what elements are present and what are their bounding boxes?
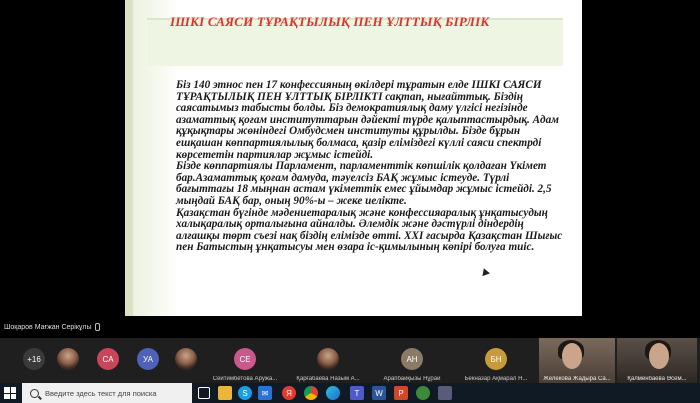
more-participants-badge: +16 [23, 348, 45, 370]
participant-name: Қарғабаева Назым А... [296, 376, 360, 382]
video-face [562, 343, 582, 369]
participant-video[interactable] [539, 338, 615, 383]
participant-name: Бекназар Ақмарал Н... [464, 376, 528, 382]
edge-icon[interactable] [326, 386, 340, 400]
mail-icon[interactable]: ✉ [258, 386, 272, 400]
participant-tile[interactable] [372, 338, 452, 383]
participant-tile[interactable] [52, 338, 84, 383]
avatar: АН [401, 348, 423, 370]
participant-video[interactable] [617, 338, 697, 383]
skype-icon[interactable]: S [238, 386, 252, 400]
presenter-label [4, 323, 100, 331]
participant-name: Сейтимбетова Аружа... [212, 376, 278, 382]
avatar: БН [485, 348, 507, 370]
chrome-icon[interactable] [304, 386, 318, 400]
slide-paragraph: Қазақстан бүгінде мәдениетаралық және конфессияаралық ұнқатысудың халықаралық орталығына айналды. Әлемдік және дәстүрлі діндердің алғашқы төрт съезі нақ біздің елімізде өтті. XXI ғасырда Қазақстан Шығыс пен Батыстың ұнқатысуы мен өзара іс-қимылының көпірі болуға тиіс. [176, 206, 563, 254]
avatar [57, 348, 79, 370]
participants-bar [0, 338, 700, 383]
avatar [317, 348, 339, 370]
slide-paragraph: Біз 140 этнос пен 17 конфессияның өкілдері тұратын елде ІШКІ САЯСИ ТҰРАҚТЫЛЫҚ ПЕН ҰЛТТЫҚ БІРЛІКТІ сақтап, нығайттық. Біздің саясатымыз табысты болды. Біз демократиялық даму үлгісі негізінде азаматтық қоғам институттарын дәйекті түрде қалыптастырдық. Адам құқықтары жөніндегі Омбудсмен институты құрылды. Бізде бұрын ешқашан көппартиялылық болмаса, қазір елімiздегі күллі саяси спектрді көрсететін партиялар жұмыс істейді. [176, 79, 559, 161]
vpn-icon[interactable] [416, 386, 430, 400]
participant-tile[interactable] [132, 338, 164, 383]
slide-body [176, 80, 564, 254]
slide-paragraph: Бізде көппартиялы Парламент, парламенттік көпшілік қолдаған Үкімет бар.Азаматтық қоғам дамуда, тәуелсіз БАҚ жұмыс істеуде. Түрлі бағыттағы 18 мыңнан астам үкіметтік емес ұйымдар жұмыс істейді. 2,5 мыңдай БАҚ бар, оның 90%-ы – жеке иелікте. [176, 160, 552, 207]
video-face [649, 343, 669, 369]
yandex-icon[interactable]: Я [282, 386, 296, 400]
slide-title: ІШКІ САЯСИ ТҰРАҚТЫЛЫҚ ПЕН ҰЛТТЫҚ БІРЛІК [170, 14, 490, 29]
search-placeholder: Введите здесь текст для поиска [45, 388, 157, 398]
participant-tile[interactable] [206, 338, 284, 383]
participant-name: Қалменбаева Әсем... [627, 376, 687, 382]
taskbar-search-box[interactable] [22, 383, 192, 403]
task-view-icon[interactable] [198, 387, 210, 399]
avatar: СЕ [234, 348, 256, 370]
app-icon[interactable] [438, 386, 452, 400]
avatar: CA [97, 348, 119, 370]
participant-name: Арапбайқызы Нұрай [383, 376, 441, 382]
avatar [175, 348, 197, 370]
mic-icon [95, 323, 100, 331]
word-icon[interactable]: W [372, 386, 386, 400]
teams-icon[interactable]: T [350, 386, 364, 400]
windows-start-icon[interactable] [4, 387, 16, 399]
more-participants-tile[interactable] [18, 338, 50, 383]
mouse-cursor-icon [480, 267, 490, 276]
presenter-name: Шоқаров Мағжан Серікұлы [4, 323, 92, 331]
participant-tile[interactable] [170, 338, 202, 383]
file-explorer-icon[interactable] [218, 386, 232, 400]
slide-edge [125, 0, 133, 316]
presentation-slide [125, 0, 582, 316]
participant-tile[interactable] [456, 338, 536, 383]
search-icon [30, 389, 39, 398]
windows-taskbar [0, 383, 700, 403]
participant-tile[interactable] [288, 338, 368, 383]
participant-tile[interactable] [92, 338, 124, 383]
avatar: УА [137, 348, 159, 370]
participant-name: Желекова Жадыра Са... [543, 376, 611, 382]
powerpoint-icon[interactable]: P [394, 386, 408, 400]
